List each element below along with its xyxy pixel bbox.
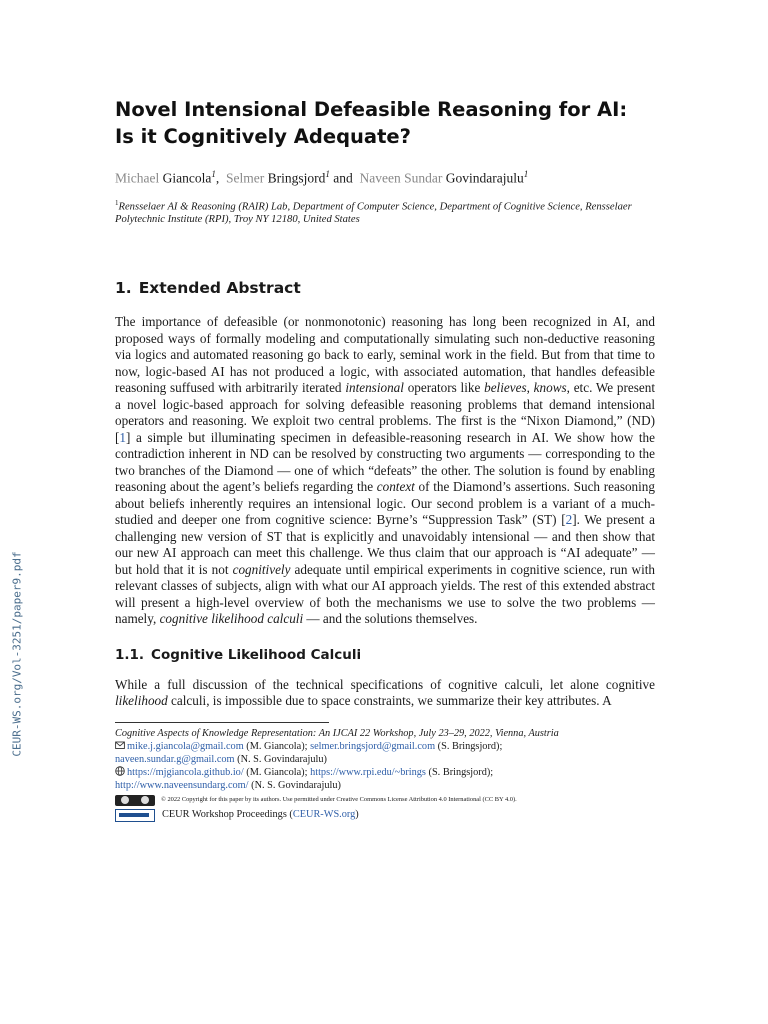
text-run: operators like [403, 380, 485, 396]
paper-title [115, 96, 655, 150]
author-separator: , [215, 170, 220, 186]
text-run: of the Diamond’s assertions. Such reasoning about beliefs inherently requires an intensional logic. Our second problem is a variant of a much-studied and deeper one from cognitive science: Byrne’s “Suppression Task” (ST) [ [115, 479, 655, 528]
emph-run: intensional [345, 380, 404, 396]
title-line-2: Is it Cognitively Adequate? [115, 125, 411, 148]
citation-link[interactable]: 1 [119, 429, 126, 445]
text-run: calculi, is impossible due to space constraints, we summarize their key attributes. A [167, 693, 612, 709]
stamp-text[interactable]: CEUR-WS.org/Vol-3251/paper9.pdf [10, 551, 24, 757]
homepage-link[interactable]: http://www.naveensundarg.com/ [115, 779, 249, 791]
license-note [115, 795, 655, 806]
proceedings-note: CEUR Workshop Proceedings ( CEUR-WS.org ) [115, 809, 655, 822]
subsection-number: 1.1. [115, 646, 145, 663]
url-line [115, 779, 655, 792]
email-line [115, 753, 655, 766]
url-owner: (M. Giancola); [246, 766, 308, 778]
footnotes [115, 727, 655, 822]
author-given: Naveen Sundar [359, 170, 443, 186]
emph-run: cognitive likelihood calculi [159, 611, 304, 627]
emph-run: cognitively [232, 561, 291, 577]
affil-mark: 1 [115, 198, 119, 207]
emph-run: context [376, 479, 415, 495]
author-given: Michael [115, 170, 160, 186]
author-separator: and [333, 170, 353, 186]
venue-note: Cognitive Aspects of Knowledge Representation: An IJCAI 22 Workshop, July 23–29, 2022, Vienna, Austria [115, 727, 559, 739]
author-family: Giancola [162, 170, 212, 186]
email-owner: (M. Giancola); [246, 740, 308, 752]
homepage-link[interactable]: https://www.rpi.edu/~brings [310, 766, 426, 778]
body-paragraph [115, 677, 655, 710]
affil-mark: 1 [523, 169, 529, 179]
text-run: , etc. We present a novel logic-based approach for solving defeasible reasoning problems that demand intensional operators and reasoning. We exploit two central problems. The first is the “Nixon Diamond,” (ND) [ [115, 380, 656, 445]
ceur-logo-icon [115, 809, 155, 822]
abstract-paragraph [115, 314, 655, 628]
affiliation [115, 197, 655, 227]
text-run: ] a simple but illuminating specimen in defeasible-reasoning research in AI. We show how the contradiction inherent in ND can be resolved by constructing two arguments — corresponding to the two branches of the Diamond — one of which “defeats” the other. The solution is found by enabling reasoning about the agent’s beliefs regarding the [115, 429, 655, 495]
text-run: adequate until empirical experiments in cognitive science, run with relevant classes of subjects, align with what our AI approach yields. The rest of this extended abstract will present a high-level overview of both the mechanisms we use to solve the two problems — namely, [115, 561, 655, 627]
author-given: Selmer [225, 170, 265, 186]
envelope-icon [115, 740, 125, 750]
proceedings-name: CEUR Workshop Proceedings [162, 809, 287, 821]
subsection-heading [115, 646, 655, 664]
email-link[interactable]: naveen.sundar.g@gmail.com [115, 753, 235, 765]
text-run: While a full discussion of the technical specifications of cognitive calculi, let alone cognitive [115, 676, 655, 692]
text-run: ]. We present a challenging new version of ST that is explicitly and unavoidably intensional — and then show that our new AI approach can meet this challenge. We thus claim that our approach is “AI adequate” — but hold that it is not [115, 512, 655, 577]
email-owner: (N. S. Govindarajulu) [237, 753, 327, 765]
text-run: , [526, 380, 534, 396]
affiliation-text: Rensselaer AI & Reasoning (RAIR) Lab, Department of Computer Science, Department of Cognitive Science, Rensselaer Polytechnic Institute (RPI), Troy NY 12180, United States [115, 201, 632, 226]
arxiv-stamp[interactable] [10, 544, 24, 764]
section-title: Extended Abstract [138, 279, 301, 298]
url-owner: (N. S. Govindarajulu) [251, 779, 341, 791]
author-family: Govindarajulu [445, 170, 524, 186]
footnote-rule [115, 722, 329, 723]
title-line-1: Novel Intensional Defeasible Reasoning for AI: [115, 98, 628, 121]
globe-icon [115, 766, 125, 776]
affil-mark: 1 [211, 169, 216, 179]
email-link[interactable]: selmer.bringsjord@gmail.com [310, 740, 436, 752]
homepage-link[interactable]: https://mjgiancola.github.io/ [127, 766, 244, 778]
subsection-title: Cognitive Likelihood Calculi [151, 646, 362, 663]
email-link[interactable]: mike.j.giancola@gmail.com [127, 740, 244, 752]
proceedings-link[interactable]: CEUR-WS.org [292, 809, 356, 821]
section-number: 1. [115, 279, 132, 298]
citation-link[interactable]: 2 [565, 512, 573, 528]
text-run: The importance of defeasible (or nonmonotonic) reasoning has long been recognized in AI, and proposed ways of formally modeling and computationally simulating such non-deductive reasoning via logics and automated reasoning go back to early, seminal work in the field. But from that time to now, logic-based AI has not produced a logic, with associated automation, that handles defeasible reasoning suffused with arbitrarily iterated [115, 314, 655, 396]
emph-run: believes [484, 380, 527, 396]
emph-run: knows [533, 380, 567, 396]
email-line [115, 740, 655, 753]
author-list [115, 165, 655, 188]
text-run: — and the solutions themselves. [303, 611, 478, 627]
paper-page [115, 96, 655, 822]
author-family: Bringsjord [267, 170, 326, 186]
affil-mark: 1 [325, 169, 330, 179]
emph-run: likelihood [115, 693, 168, 709]
email-owner: (S. Bringsjord); [437, 740, 503, 752]
cc-by-icon [115, 795, 155, 806]
url-owner: (S. Bringsjord); [428, 766, 494, 778]
section-heading [115, 278, 655, 298]
license-text: © 2022 Copyright for this paper by its authors. Use permitted under Creative Commons License Attribution 4.0 International (CC BY 4.0). [161, 796, 517, 804]
url-line [115, 766, 655, 779]
